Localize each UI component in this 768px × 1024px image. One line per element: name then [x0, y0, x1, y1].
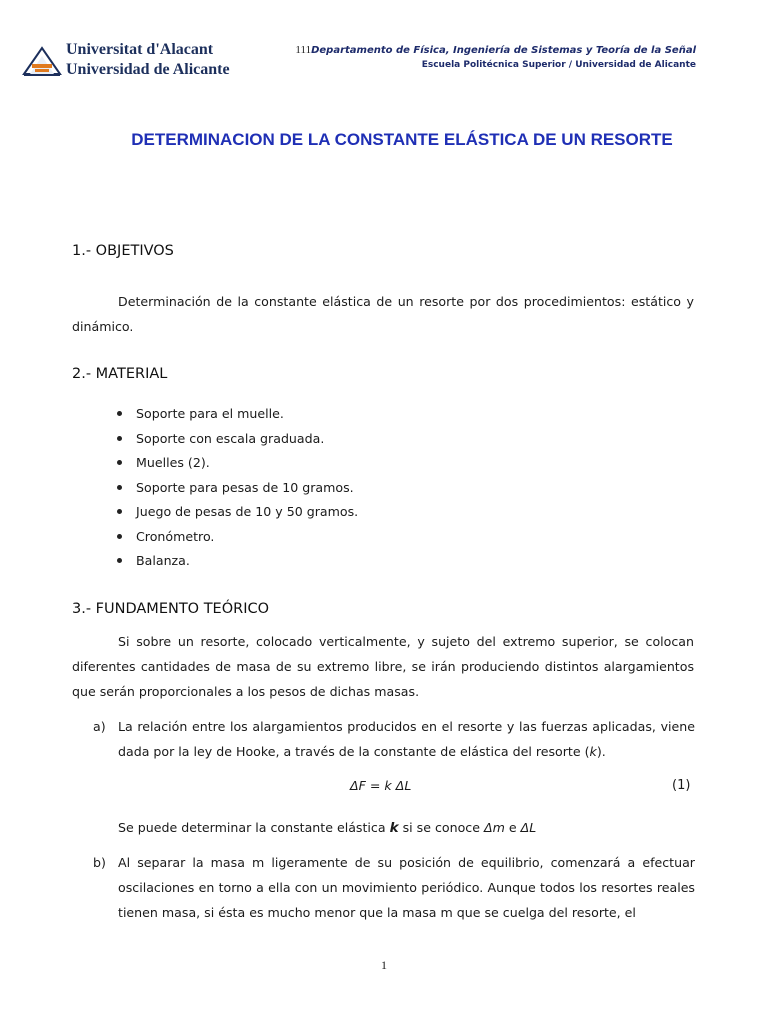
item-a-text-body: La relación entre los alargamientos producidos en el resorte y las fuerzas aplicadas, viene dada por la ley de Hooke, a través de la constante de elástica del resorte ( [118, 719, 695, 759]
bullet-icon [117, 436, 122, 441]
hooke-equation: ΔF = k ΔL [350, 778, 412, 793]
delta-m-symbol: Δm [483, 820, 505, 835]
section-heading-objetivos: 1.- OBJETIVOS [72, 243, 174, 259]
list-item [100, 549, 358, 574]
page-number: 1 [381, 958, 387, 972]
bullet-icon [117, 485, 122, 490]
material-item-label: Juego de pesas de 10 y 50 gramos. [136, 504, 359, 519]
objetivos-text: Determinación de la constante elástica de un resorte por dos procedimientos: estático y dinámico. [72, 294, 694, 334]
equation-number: (1) [672, 778, 691, 793]
university-name [66, 40, 230, 80]
material-item-label: Muelles (2). [136, 455, 210, 470]
section-heading-material: 2.- MATERIAL [72, 366, 168, 382]
delta-l-symbol: ΔL [520, 820, 537, 835]
bullet-icon [117, 411, 122, 416]
k-symbol: k [389, 820, 399, 836]
material-item-label: Cronómetro. [136, 528, 215, 544]
fundamento-intro-paragraph [72, 629, 694, 704]
item-a-text-end: ). [596, 744, 606, 759]
after-eq-and: e [508, 820, 517, 835]
list-item [100, 500, 358, 525]
after-equation-text [118, 815, 695, 841]
item-a-k-symbol: k [589, 744, 597, 759]
section-heading-fundamento: 3.- FUNDAMENTO TEÓRICO [72, 601, 270, 617]
fundamento-item-b [93, 850, 695, 925]
university-name-es: Universidad de Alicante [66, 61, 230, 78]
bullet-icon [117, 534, 122, 539]
header-page-code: 111 [295, 44, 312, 56]
material-item-label: Soporte para pesas de 10 gramos. [136, 479, 354, 495]
material-item-label: Balanza. [136, 553, 190, 568]
bullet-icon [117, 509, 122, 514]
list-item [100, 476, 358, 501]
university-name-ca: Universitat d'Alacant [66, 41, 214, 58]
header-school: Escuela Politécnica Superior / Universidad de Alicante [421, 60, 696, 70]
header-department: Departamento de Física, Ingeniería de Sistemas y Teoría de la Señal [311, 45, 696, 56]
objetivos-paragraph [72, 289, 694, 339]
list-item [100, 427, 358, 452]
bullet-icon [117, 558, 122, 563]
after-eq-mid: si se conoce [402, 820, 480, 835]
item-b-text: Al separar la masa m ligeramente de su posición de equilibrio, comenzará a efectuar oscilaciones en torno a ella con un movimiento periódico. Aunque todos los resortes reales tienen masa, si ésta es mucho menor que la masa m que se cuelga del resorte, el [118, 855, 695, 920]
list-item [100, 402, 358, 427]
material-item-label: Soporte con escala graduada. [136, 430, 325, 446]
material-list [100, 402, 358, 574]
after-equation-line [93, 815, 695, 841]
item-a-text [118, 714, 695, 764]
item-b-label: b) [93, 855, 106, 870]
document-title: DETERMINACION DE LA CONSTANTE ELÁSTICA DE UN RESORTE [131, 130, 673, 149]
fundamento-item-a [93, 714, 695, 764]
bullet-icon [117, 460, 122, 465]
material-item-label: Soporte para el muelle. [136, 406, 284, 421]
list-item [100, 451, 358, 476]
item-a-label: a) [93, 719, 106, 734]
list-item [100, 525, 358, 550]
fundamento-intro-text: Si sobre un resorte, colocado verticalmente, y sujeto del extremo superior, se colocan diferentes cantidades de masa de su extremo libre, se irán produciendo distintos alargamientos que serán proporcionales a los pesos de dichas masas. [72, 634, 694, 699]
header-info [295, 43, 696, 73]
university-logo-icon [22, 44, 62, 78]
after-eq-prefix: Se puede determinar la constante elástica [118, 820, 386, 835]
